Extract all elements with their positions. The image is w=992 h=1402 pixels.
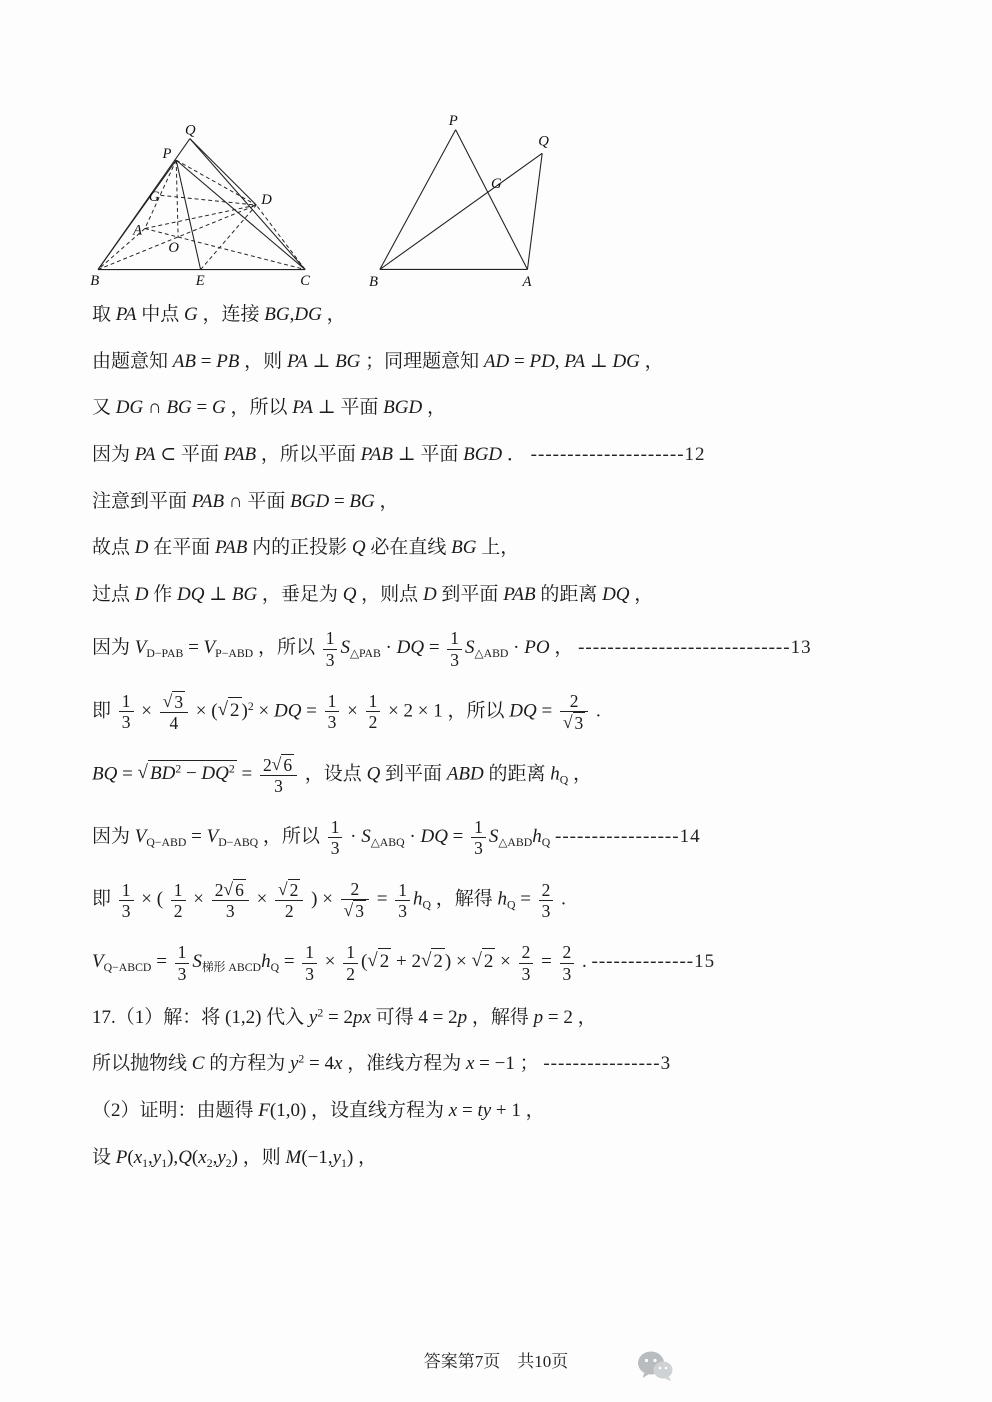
solution-text	[92, 302, 932, 1191]
fig1-label-O: O	[168, 239, 179, 256]
fig1-solid-edges	[98, 139, 305, 270]
fig2-label-B: B	[369, 274, 379, 291]
solution-line-4: 因为 PA ⊂ 平面 PAB ，所以平面 PAB ⊥ 平面 BGD ． ---------------------12	[92, 443, 706, 465]
solution-line-16: （2）证明：由题得 F(1,0) ，设直线方程为 x = ty + 1 ，	[92, 1099, 545, 1121]
fig2-label-G: G	[491, 175, 502, 192]
solution-line-1: 取 PA 中点 G ，连接 BG,DG ，	[92, 304, 346, 325]
fig2-label-P: P	[448, 112, 458, 129]
fig1-label-G: G	[148, 189, 160, 206]
solution-line-13: $V_{Q-ABCD}$ = $\frac{1}{3}$ $S_{梯形 ABCD}h_Q$ = $\frac{1}{3}$ × $\frac{1}{2}$ (√ 2 + 2√ 2 ) × √ 2 × $\frac{2}{3}$ = $\frac{2}{3}$ . --------------15	[92, 942, 716, 984]
fig1-label-C: C	[300, 273, 311, 290]
fig1-label-Q: Q	[184, 123, 196, 139]
footer-page-info: 答案第7页 共10页	[423, 1352, 569, 1371]
fig1-label-E: E	[195, 273, 205, 290]
solution-line-11: 因为 $V_{Q-ABD} = V_{D-ABQ}$ ，所以 $\frac{1}{3}$ · $S_{\triangle ABQ}$ · DQ = $\frac{1}{3}$ $S_{\triangle ABD}h_Q$ -----------------14	[92, 817, 701, 859]
wechat-icon	[636, 1350, 674, 1382]
fig1-labels	[90, 123, 310, 289]
fig2-label-A: A	[522, 274, 532, 291]
solution-line-2: 由题意知 AB = PB ，则 PA ⊥ BG ；同理题意知 AD = PD, PA ⊥ DG ，	[92, 350, 664, 372]
solution-line-17: 设 $P(x_1,y_1),Q(x_2,y_2)$ ，则 $M(-1,y_1)$ ，	[92, 1146, 378, 1170]
fig1-label-P: P	[162, 146, 172, 163]
solution-line-15: 所以抛物线 C 的方程为 $y^2 = 4x$ ，准线方程为 x = −1 ； ----------------3	[92, 1052, 672, 1075]
page-footer	[0, 1347, 992, 1372]
solution-line-8: 因为 $V_{D-PAB} = V_{P-ABD}$ ，所以 $\frac{1}{3}$ $S_{\triangle PAB}$ · DQ = $\frac{1}{3}$ $S_{\triangle ABD}$ · PO ， -----------------------------13	[92, 628, 812, 670]
fig2-label-Q: Q	[538, 133, 549, 150]
fig1-label-D: D	[261, 192, 272, 209]
triangle-figure	[365, 112, 562, 294]
fig1-label-B: B	[90, 273, 100, 290]
fig2-solid-edges	[380, 130, 542, 270]
solution-line-7: 过点 D 作 DQ ⊥ BG ，垂足为 Q ，则点 D 到平面 PAB 的距离 DQ ，	[92, 583, 654, 605]
solution-line-3: 又 DG ∩ BG = G ，所以 PA ⊥ 平面 BGD ，	[92, 397, 446, 419]
solution-line-5: 注意到平面 PAB ∩ 平面 BGD = BG ，	[92, 490, 399, 512]
solution-line-6: 故点 D 在平面 PAB 内的正投影 Q 必在直线 BG 上，	[92, 537, 520, 559]
fig1-dashed-edges	[98, 160, 305, 269]
solution-line-9: 即 $\frac{1}{3}$ × $\frac{√ 3}{4}$ × (√ 2 )$^2$ × DQ = $\frac{1}{3}$ × $\frac{1}{2}$ × 2 × 1 ，所以 DQ = $\frac{2}{√ 3}$ .	[92, 690, 601, 733]
fig1-label-A: A	[133, 222, 143, 239]
solution-line-14: 17.（1）解：将 (1,2) 代入 $y^2 = 2px$ 可得 4 = 2p ，解得 p = 2 ，	[92, 1006, 597, 1028]
pyramid-figure	[88, 123, 323, 294]
figures-row	[88, 112, 562, 294]
solution-line-12: 即 $\frac{1}{3}$ × ( $\frac{1}{2}$ × $\frac{2√ 6}{3}$ × $\frac{√ 2}{2}$ ) × $\frac{2}{√ 3}$ = $\frac{1}{3}$ $h_Q$ ，解得 $h_Q$ = $\frac{2}{3}$ .	[92, 879, 566, 922]
solution-line-10: BQ = √ $BD^2 - DQ^2$ = $\frac{2√ 6}{3}$ ，设点 Q 到平面 ABD 的距离 $h_Q$ ，	[92, 753, 593, 796]
fig2-labels	[369, 113, 549, 290]
